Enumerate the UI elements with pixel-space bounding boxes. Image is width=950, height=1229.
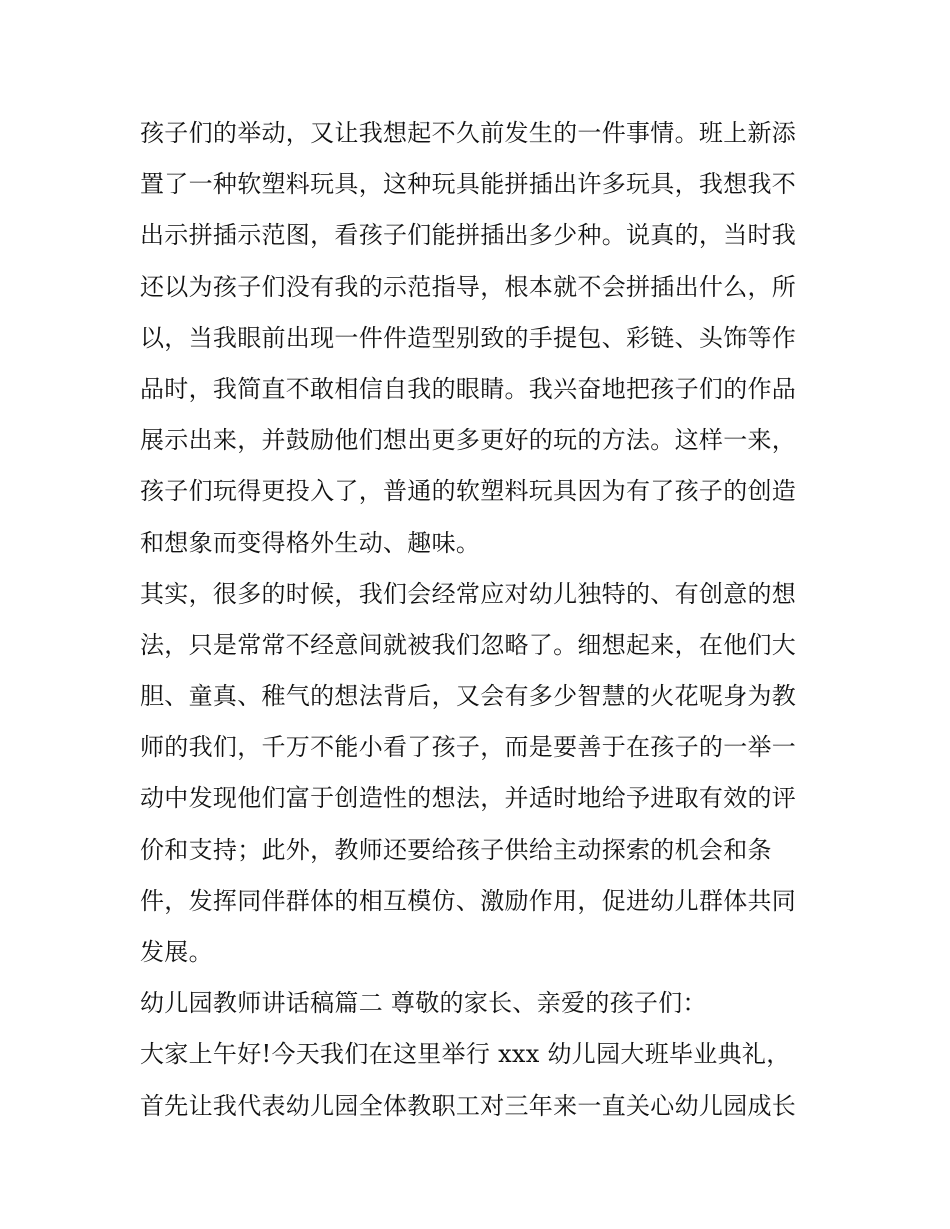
text-line: 件，发挥同伴群体的相互模仿、激励作用，促进幼儿群体共同 — [140, 886, 797, 915]
text-line: 还以为孩子们没有我的示范指导，根本就不会拼插出什么，所 — [140, 272, 797, 301]
text-line: 孩子们玩得更投入了，普通的软塑料玩具因为有了孩子的创造 — [140, 477, 797, 506]
text-line: 和想象而变得格外生动、趣味。 — [140, 528, 481, 557]
text-line: 师的我们，千万不能小看了孩子，而是要善于在孩子的一举一 — [140, 733, 797, 762]
text-line: 以，当我眼前出现一件件造型别致的手提包、彩链、头饰等作 — [140, 323, 797, 352]
text-line: 胆、童真、稚气的想法背后，又会有多少智慧的火花呢身为教 — [140, 682, 797, 711]
text-line: 其实，很多的时候，我们会经常应对幼儿独特的、有创意的想 — [140, 579, 797, 608]
text-line: 法，只是常常不经意间就被我们忽略了。细想起来，在他们大 — [140, 630, 797, 659]
text-line: 出示拼插示范图，看孩子们能拼插出多少种。说真的，当时我 — [140, 221, 797, 250]
section-heading-line: 幼儿园教师讲话稿篇二 尊敬的家长、亲爱的孩子们： — [140, 989, 707, 1018]
document-body — [140, 108, 820, 1132]
text-line: 品时，我简直不敢相信自我的眼睛。我兴奋地把孩子们的作品 — [140, 374, 797, 403]
text-line: 孩子们的举动，又让我想起不久前发生的一件事情。班上新添 — [140, 119, 797, 147]
text-line: 发展。 — [140, 938, 213, 966]
text-line: 首先让我代表幼儿园全体教职工对三年来一直关心幼儿园成长 — [140, 1091, 797, 1120]
text-line: 大家上午好!今天我们在这里举行 xxx 幼儿园大班毕业典礼， — [140, 1040, 791, 1069]
text-line: 展示出来，并鼓励他们想出更多更好的玩的方法。这样一来， — [140, 426, 797, 455]
text-line: 价和支持；此外，教师还要给孩子供给主动探索的机会和条 — [140, 835, 772, 864]
text-line: 动中发现他们富于创造性的想法，并适时地给予进取有效的评 — [140, 784, 797, 813]
text-line: 置了一种软塑料玩具，这种玩具能拼插出许多玩具，我想我不 — [140, 170, 797, 199]
